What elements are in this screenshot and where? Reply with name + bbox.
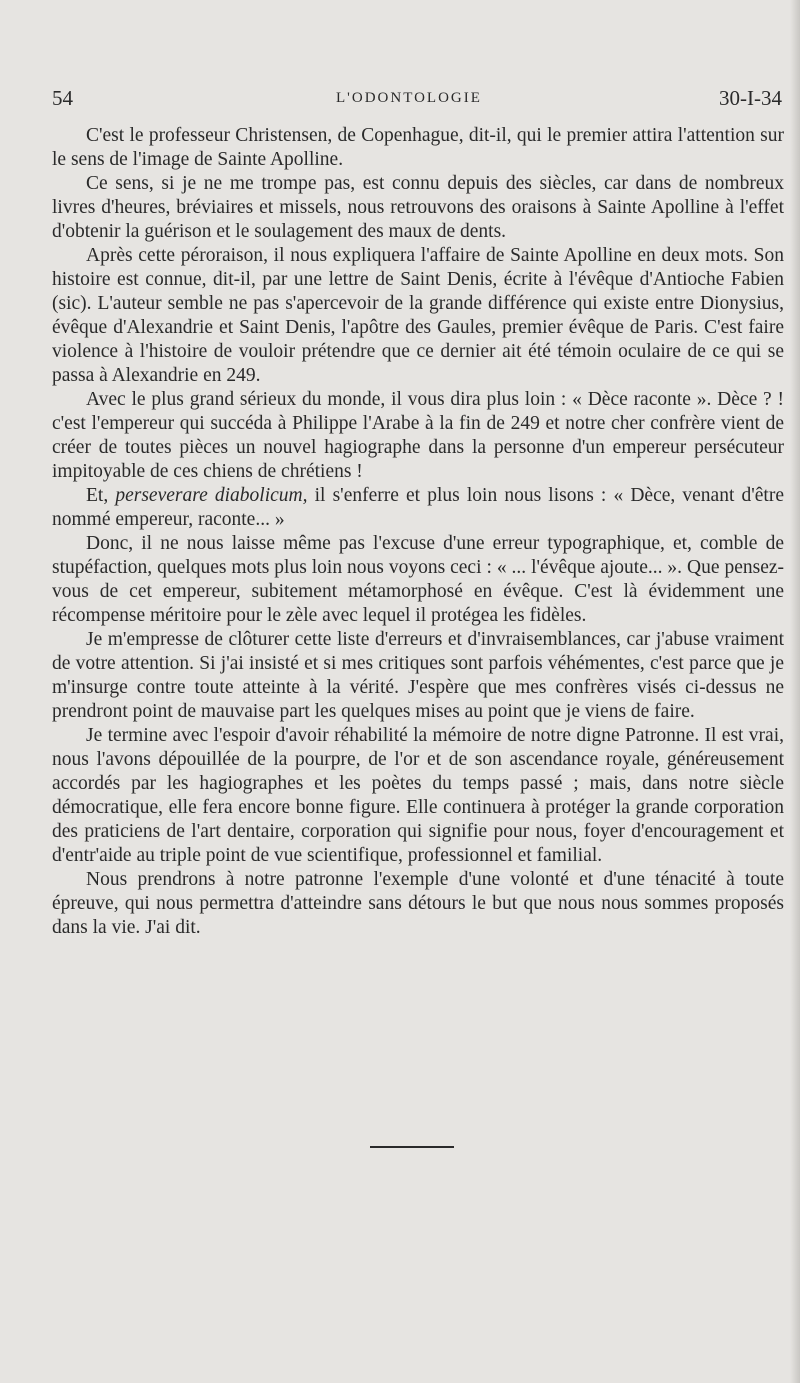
paragraph-1: C'est le professeur Christensen, de Copenhague, dit-il, qui le premier attira l'attention sur le sens de l'image de Sainte Apolline. xyxy=(52,125,784,170)
latin-quotation: perseverare diabolicum, xyxy=(115,485,308,506)
issue-date: 30-I-34 xyxy=(719,86,782,110)
paragraph-2: Ce sens, si je ne me trompe pas, est connu depuis des siècles, car dans de nombreux livres d'heures, bréviaires et missels, nous retrouvons des oraisons à Sainte Apolline à l'effet d'obtenir la guérison et le soulagement des maux de dents. xyxy=(52,173,784,242)
paragraph-5 xyxy=(52,484,784,532)
page-number: 54 xyxy=(52,86,73,110)
paragraph-5-end: il s'enferre et plus loin nous lisons : « Dèce, venant d'être nommé empereur, raconte... » xyxy=(52,485,784,530)
paragraph-5-start: Et, xyxy=(86,485,116,506)
paragraph-4: Avec le plus grand sérieux du monde, il vous dira plus loin : « Dèce raconte ». Dèce ? ! c'est l'empereur qui succéda à Philippe l'Arabe à la fin de 249 et notre cher confrère vient de créer de toutes pièces un nouvel hagiographe dans la personne d'un empereur persécuteur impitoyable de ces chiens de chrétiens ! xyxy=(52,389,784,482)
closing-rule xyxy=(370,1146,454,1148)
article-body xyxy=(52,124,784,940)
paragraph-7: Je m'empresse de clôturer cette liste d'erreurs et d'invraisemblances, car j'abuse vraiment de votre attention. Si j'ai insisté et si mes critiques sont parfois véhémentes, c'est parce que je m'insurge contre toute atteinte à la vérité. J'espère que mes confrères visés ci-dessus ne prendront point de mauvaise part les quelques mises au point que je viens de faire. xyxy=(52,629,784,722)
paragraph-8: Je termine avec l'espoir d'avoir réhabilité la mémoire de notre digne Patronne. Il est vrai, nous l'avons dépouillée de la pourpre, de l'or et de son ascendance royale, généreusement accordés par les hagiographes et les poètes du temps passé ; mais, dans notre siècle démocratique, elle fera encore bonne figure. Elle continuera à protéger la grande corporation des praticiens de l'art dentaire, corporation qui signifie pour nous, foyer d'encouragement et d'entr'aide au triple point de vue scientifique, professionnel et familial. xyxy=(52,725,784,866)
paragraph-9: Nous prendrons à notre patronne l'exemple d'une volonté et d'une ténacité à toute épreuve, qui nous permettra d'atteindre sans détours le but que nous nous sommes proposés dans la vie. J'ai dit. xyxy=(52,869,784,938)
paragraph-6: Donc, il ne nous laisse même pas l'excuse d'une erreur typographique, et, comble de stupéfaction, quelques mots plus loin nous voyons ceci : « ... l'évêque ajoute... ». Que pensez-vous de cet empereur, subitement métamorphosé en évêque. C'est là évidemment une récompense méritoire pour le zèle avec lequel il protégea les fidèles. xyxy=(52,533,784,626)
paragraph-3: Après cette péroraison, il nous expliquera l'affaire de Sainte Apolline en deux mots. Son histoire est connue, dit-il, par une lettre de Saint Denis, écrite à l'évêque d'Antioche Fabien (sic). L'auteur semble ne pas s'apercevoir de la grande différence qui existe entre Dionysius, évêque d'Alexandrie et Saint Denis, l'apôtre des Gaules, premier évêque de Paris. C'est faire violence à l'histoire de vouloir prétendre que ce dernier ait été témoin oculaire de ce qui se passa à Alexandrie en 249. xyxy=(52,245,784,386)
page-header xyxy=(52,86,792,116)
running-title: L'ODONTOLOGIE xyxy=(336,90,482,106)
